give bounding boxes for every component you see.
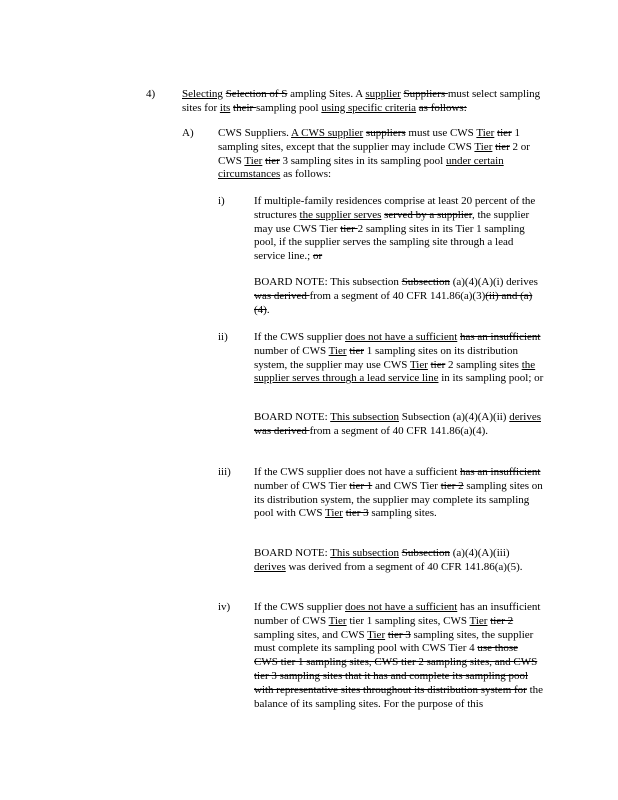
inserted-text: its bbox=[219, 101, 231, 114]
inserted-text: A CWS supplier bbox=[291, 127, 364, 139]
deleted-text: tier bbox=[497, 127, 512, 139]
item-iii-label: iii) bbox=[218, 466, 231, 478]
deleted-text: tier 3 bbox=[345, 507, 369, 520]
text-run: 2 or CWS bbox=[218, 140, 530, 167]
text-run: sampling pool bbox=[255, 101, 322, 114]
inserted-text: does not have a sufficient bbox=[345, 331, 458, 343]
deleted-text: has an insufficient bbox=[460, 331, 541, 343]
text-run: Subsection (a)(4)(A)(ii) bbox=[398, 411, 510, 423]
text-run: 1 sampling sites on its distribution system, the supplier may use CWS bbox=[254, 344, 519, 371]
text-run: sampling sites, the supplier must complete its sampling pool with CWS Tier 4 bbox=[254, 628, 534, 655]
text-run: ampling Sites. A bbox=[287, 88, 366, 100]
deleted-text: served by a supplier bbox=[384, 208, 472, 221]
deleted-text: has an insufficient bbox=[460, 466, 541, 478]
item-iii-text bbox=[254, 466, 544, 521]
item-i-board-note bbox=[254, 276, 544, 317]
inserted-text: Tier bbox=[474, 140, 493, 153]
text-run: must use CWS bbox=[405, 127, 477, 139]
inserted-text: Tier bbox=[469, 614, 488, 627]
text-run: from a segment of 40 CFR 141.86(a)(3) bbox=[309, 289, 486, 302]
deleted-text: suppliers bbox=[365, 127, 406, 139]
text-run: (a)(4)(A)(i) derives bbox=[449, 276, 538, 288]
text-run: was derived from a segment of 40 CFR 141.86(a)(5). bbox=[285, 560, 523, 573]
inserted-text: This subsection bbox=[330, 411, 399, 423]
inserted-text: Tier bbox=[367, 628, 386, 641]
text-run: BOARD NOTE: bbox=[254, 411, 331, 423]
deleted-text: tier bbox=[430, 358, 446, 371]
text-run: If the CWS supplier bbox=[254, 331, 346, 343]
deleted-text: was derived bbox=[254, 289, 310, 302]
item-ii-label: ii) bbox=[218, 331, 228, 343]
text-run: BOARD NOTE: This subsection bbox=[254, 276, 402, 288]
text-run: If multiple-family residences comprise at least 20 percent of the structures bbox=[254, 195, 536, 221]
text-run: 2 sampling sites in its Tier 1 sampling pool, if the supplier serves the sampling site through a lead service line.; bbox=[254, 222, 525, 263]
inserted-text: Tier bbox=[328, 614, 347, 627]
deleted-text: tier 2 bbox=[490, 614, 514, 627]
item-iv-text bbox=[254, 601, 544, 711]
deleted-text: Subsection bbox=[401, 276, 450, 288]
item-iii-board-note bbox=[254, 547, 544, 575]
item-ii-text bbox=[254, 331, 546, 386]
item-i-text bbox=[254, 195, 544, 264]
inserted-text: using specific criteria bbox=[321, 101, 417, 114]
text-run: , the supplier may use CWS Tier bbox=[254, 208, 530, 235]
item-iv-label: iv) bbox=[218, 601, 231, 613]
item-ii-board-note bbox=[254, 411, 544, 439]
text-run: BOARD NOTE: bbox=[254, 547, 331, 559]
deleted-text: their bbox=[233, 101, 256, 114]
text-run: If the CWS supplier bbox=[254, 601, 346, 613]
inserted-text: Tier bbox=[328, 344, 347, 357]
text-run: 2 sampling sites bbox=[445, 358, 522, 371]
inserted-text: Tier bbox=[409, 358, 428, 371]
text-run: number of CWS Tier bbox=[254, 479, 350, 492]
text-run: . bbox=[266, 303, 270, 316]
text-run: (a)(4)(A)(iii) bbox=[449, 547, 510, 559]
deleted-text: tier 1 bbox=[349, 479, 373, 492]
inserted-text: Tier bbox=[325, 507, 343, 520]
text-run: tier 1 sampling sites, CWS bbox=[346, 614, 470, 627]
deleted-text: use those CWS tier 1 sampling sites, CWS tier 2 sampling sites, and CWS tier 3 sampling sites that it has and complete its sampling pool with representative sites throughout its distribution system for bbox=[254, 642, 538, 696]
deleted-text: Suppliers bbox=[403, 88, 448, 100]
text-run: CWS Suppliers. bbox=[218, 127, 292, 139]
text-run: 1 sampling sites, except that the supplier may include CWS bbox=[218, 127, 520, 153]
deleted-text: tier bbox=[340, 222, 358, 235]
inserted-text: the supplier serves bbox=[299, 208, 382, 221]
deleted-text: (ii) and (a)(4) bbox=[254, 289, 533, 316]
item-a-label: A) bbox=[182, 127, 194, 139]
inserted-text: Tier bbox=[244, 154, 263, 167]
inserted-text: derives bbox=[509, 411, 541, 423]
text-run: must select sampling sites for bbox=[182, 88, 541, 114]
inserted-text: the supplier serves through a lead service line bbox=[254, 358, 536, 385]
item-i-label: i) bbox=[218, 195, 225, 207]
text-run: as follows: bbox=[280, 168, 332, 181]
deleted-text: or bbox=[312, 250, 323, 263]
deleted-text: tier 2 bbox=[440, 479, 464, 492]
section-4-text bbox=[182, 88, 544, 116]
inserted-text: This subsection bbox=[330, 547, 399, 559]
deleted-text: tier bbox=[265, 154, 280, 167]
text-run: in its sampling pool; or bbox=[438, 372, 544, 385]
text-run: from a segment of 40 CFR 141.86(a)(4). bbox=[309, 424, 489, 437]
deleted-text: was derived bbox=[254, 424, 310, 437]
text-run: If the CWS supplier does not have a sufficient bbox=[254, 466, 460, 478]
deleted-text: tier bbox=[349, 344, 365, 357]
text-run: has an insufficient number of CWS bbox=[254, 601, 541, 627]
text-run: sampling sites, and CWS bbox=[254, 628, 368, 641]
inserted-text: supplier bbox=[365, 88, 401, 100]
inserted-text: Tier bbox=[476, 127, 495, 139]
text-run: and CWS Tier bbox=[372, 479, 441, 492]
deleted-text: as follows: bbox=[418, 101, 467, 114]
deleted-text: tier 3 bbox=[387, 628, 411, 641]
deleted-text: tier bbox=[495, 140, 510, 153]
inserted-text: Selecting bbox=[182, 88, 223, 100]
text-run: number of CWS bbox=[254, 344, 329, 357]
text-run: sampling sites. bbox=[368, 507, 437, 520]
inserted-text: does not have a sufficient bbox=[345, 601, 458, 613]
deleted-text: Subsection bbox=[401, 547, 450, 559]
inserted-text: derives bbox=[254, 560, 286, 573]
section-4-label: 4) bbox=[146, 88, 156, 100]
deleted-text: Selection of S bbox=[225, 88, 288, 100]
text-run: the balance of its sampling sites. For the purpose of this bbox=[254, 683, 544, 710]
text-run: sampling sites on its distribution system, the supplier may complete its sampling pool with CWS bbox=[254, 479, 543, 520]
item-a-text bbox=[218, 127, 533, 182]
inserted-text: under certain circumstances bbox=[218, 154, 504, 181]
text-run: 3 sampling sites in its sampling pool bbox=[279, 154, 446, 167]
